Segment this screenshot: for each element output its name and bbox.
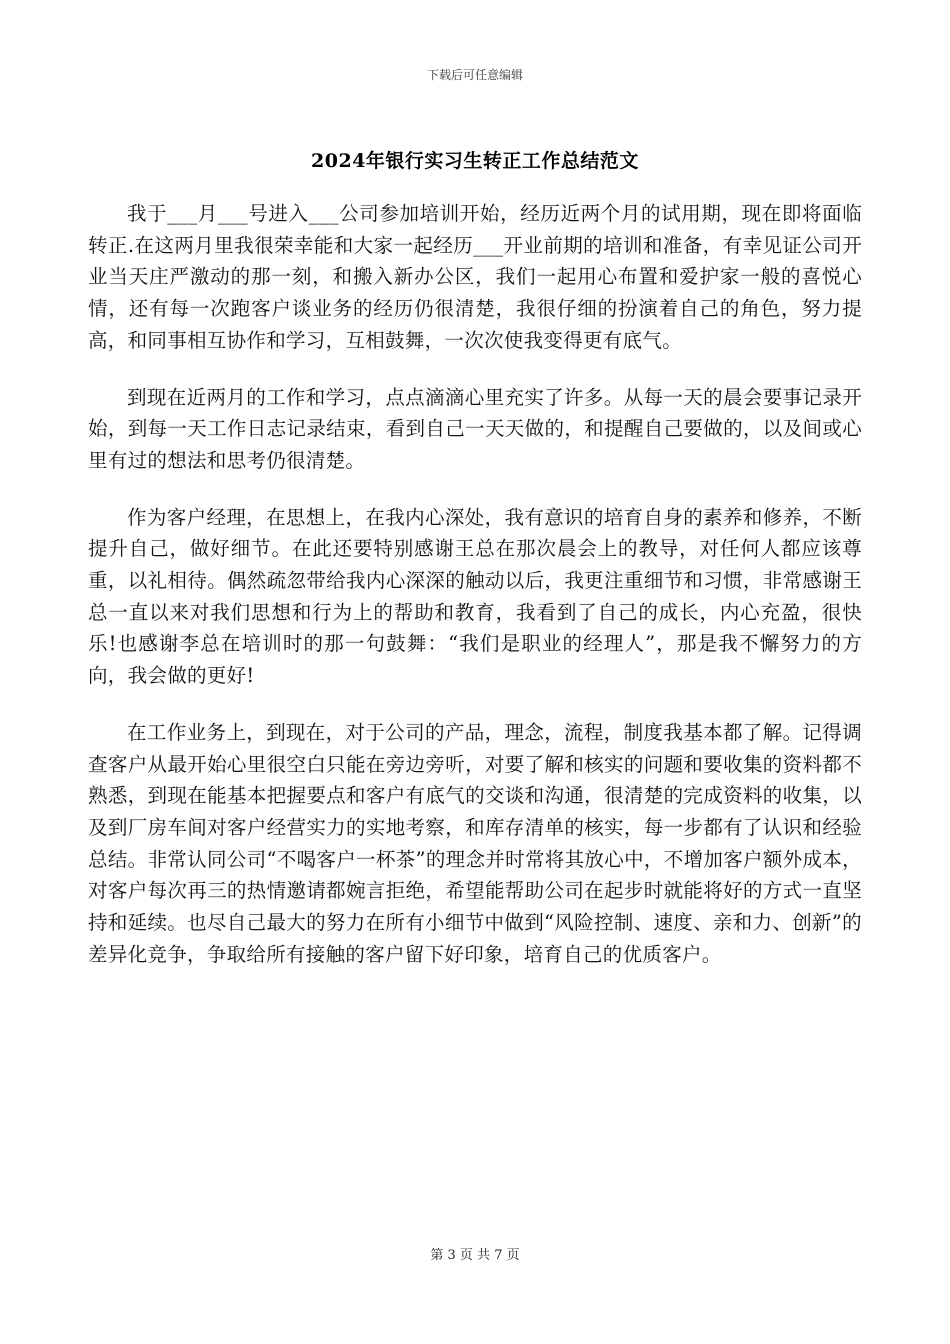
paragraph: 到现在近两月的工作和学习，点点滴滴心里充实了许多。从每一天的晨会要事记录开始，到每一天工作日志记录结束，看到自己一天天做的，和提醒自己要做的，以及间或心里有过的想法和思考仍很清楚。	[88, 385, 862, 472]
document-title: 2024年银行实习生转正工作总结范文	[311, 150, 639, 172]
header-note: 下载后可任意编辑	[426, 68, 523, 82]
document-body	[88, 198, 862, 995]
page-number-footer: 第 3 页 共 7 页	[430, 1248, 520, 1263]
paragraph: 作为客户经理，在思想上，在我内心深处，我有意识的培育自身的素养和修养，不断提升自己，做好细节。在此还要特别感谢王总在那次晨会上的教导，对任何人都应该尊重，以礼相待。偶然疏忽带给我内心深深的触动以后，我更注重细节和习惯，非常感谢王总一直以来对我们思想和行为上的帮助和教育，我看到了自己的成长，内心充盈，很快乐!也感谢李总在培训时的那一句鼓舞：“我们是职业的经理人”，那是我不懈努力的方向，我会做的更好!	[88, 505, 862, 688]
paragraph: 我于___月___号进入___公司参加培训开始，经历近两个月的试用期，现在即将面临转正.在这两月里我很荣幸能和大家一起经历___开业前期的培训和准备，有幸见证公司开业当天庄严激动的那一刻，和搬入新办公区，我们一起用心布置和爱护家一般的喜悦心情，还有每一次跑客户谈业务的经历仍很清楚，我很仔细的扮演着自己的角色，努力提高，和同事相互协作和学习，互相鼓舞，一次次使我变得更有底气。	[88, 202, 862, 352]
paragraph: 在工作业务上，到现在，对于公司的产品，理念，流程，制度我基本都了解。记得调查客户从最开始心里很空白只能在旁边旁听，对要了解和核实的问题和要收集的资料都不熟悉，到现在能基本把握要点和客户有底气的交谈和沟通，很清楚的完成资料的收集，以及到厂房车间对客户经营实力的实地考察，和库存清单的核实，每一步都有了认识和经验总结。非常认同公司“不喝客户一杯茶”的理念并时常将其放心中，不增加客户额外成本，对客户每次再三的热情邀请都婉言拒绝，希望能帮助公司在起步时就能将好的方式一直坚持和延续。也尽自己最大的努力在所有小细节中做到“风险控制、速度、亲和力、创新”的差异化竞争，争取给所有接触的客户留下好印象，培育自己的优质客户。	[88, 720, 862, 966]
